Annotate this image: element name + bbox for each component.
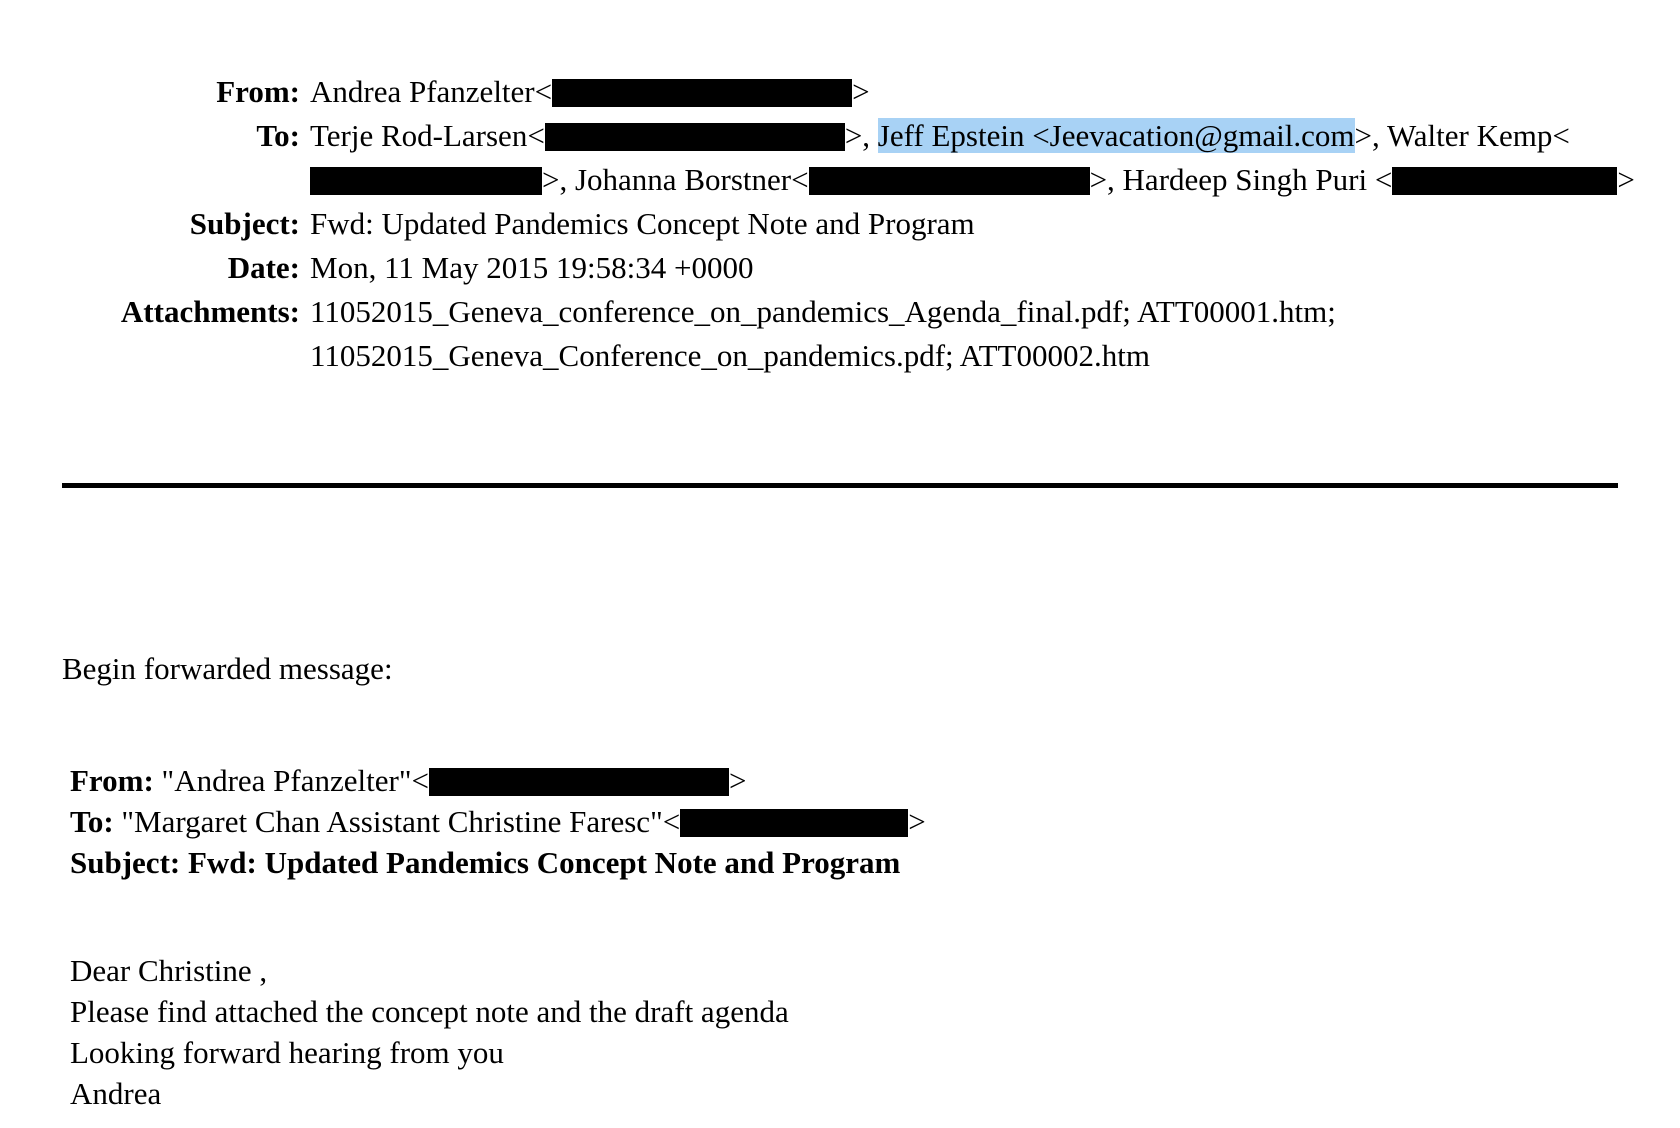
redacted-email-from xyxy=(552,79,852,107)
forwarded-subject-row: Subject: Fwd: Updated Pandemics Concept Note and Program xyxy=(70,845,901,880)
to-label: To: xyxy=(256,118,300,153)
message-body xyxy=(70,950,1630,1114)
header-row-date xyxy=(0,246,1680,290)
angle-close-5: > xyxy=(1617,162,1635,197)
forwarded-to-label: To: xyxy=(70,804,114,839)
redacted-email-to-5 xyxy=(1392,167,1617,195)
subject-value: Fwd: Updated Pandemics Concept Note and Program xyxy=(310,206,975,241)
to-recipient-5-name: Hardeep Singh Puri xyxy=(1122,162,1368,197)
angle-close-f1: > xyxy=(728,763,747,798)
date-label: Date: xyxy=(227,250,300,285)
header-row-subject xyxy=(0,202,1680,246)
angle-open-5: < xyxy=(1374,162,1393,197)
attachments-value xyxy=(310,290,1680,378)
comma-close-4: >, xyxy=(1089,162,1115,197)
date-value: Mon, 11 May 2015 19:58:34 +0000 xyxy=(310,250,754,285)
to-value xyxy=(310,114,1680,202)
angle-open-2: < xyxy=(527,118,545,153)
email-header xyxy=(0,70,1680,378)
message-line: Andrea xyxy=(70,1076,162,1111)
forwarded-from-label: From: xyxy=(70,763,154,798)
forwarded-from-name: "Andrea Pfanzelter" xyxy=(161,763,412,798)
comma-close-2: >, xyxy=(1354,118,1380,153)
angle-open-4: < xyxy=(791,162,809,197)
header-body-divider xyxy=(62,483,1618,488)
redacted-email-to-3 xyxy=(310,167,542,195)
header-row-from xyxy=(0,70,1680,114)
redacted-email-forwarded-to xyxy=(680,809,908,837)
angle-open: < xyxy=(534,74,553,109)
to-recipient-3-name: Walter Kemp xyxy=(1386,118,1553,153)
angle-open-f1: < xyxy=(411,763,429,798)
forwarded-to-name: "Margaret Chan Assistant Christine Faresc" xyxy=(121,804,663,839)
comma-close-1: >, xyxy=(844,118,871,153)
to-recipient-1-name: Terje Rod-Larsen xyxy=(310,118,528,153)
subject-label: Subject: xyxy=(189,206,300,241)
to-recipient-2-highlighted: Jeff Epstein <Jeevacation@gmail.com xyxy=(877,118,1355,153)
angle-open-f2: < xyxy=(662,804,681,839)
angle-close: > xyxy=(852,74,870,109)
redacted-email-forwarded-from xyxy=(429,768,729,796)
forwarded-to-row xyxy=(70,801,1630,842)
from-label: From: xyxy=(216,74,300,109)
redacted-email-to-1 xyxy=(545,123,845,151)
from-name: Andrea Pfanzelter xyxy=(310,74,535,109)
attachment-line-1: 11052015_Geneva_conference_on_pandemics_Agenda_final.pdf; ATT00001.htm; xyxy=(310,294,1336,329)
attachment-line-2: 11052015_Geneva_Conference_on_pandemics.pdf; ATT00002.htm xyxy=(310,338,1150,373)
message-line: Dear Christine , xyxy=(70,953,268,988)
forwarded-message-header xyxy=(70,760,1630,883)
attachments-label: Attachments: xyxy=(120,294,300,329)
from-value xyxy=(310,70,1680,114)
message-line: Looking forward hearing from you xyxy=(70,1035,504,1070)
redacted-email-to-4 xyxy=(809,167,1090,195)
angle-close-f2: > xyxy=(908,804,926,839)
forwarded-from-row xyxy=(70,760,1630,801)
header-row-to xyxy=(0,114,1680,202)
to-recipient-4-name: Johanna Borstner xyxy=(574,162,792,197)
header-row-attachments xyxy=(0,290,1680,378)
message-line: Please find attached the concept note and the draft agenda xyxy=(70,994,789,1029)
angle-open-3: < xyxy=(1552,118,1570,153)
begin-forwarded-message: Begin forwarded message: xyxy=(62,651,393,686)
comma-close-3: >, xyxy=(542,162,568,197)
